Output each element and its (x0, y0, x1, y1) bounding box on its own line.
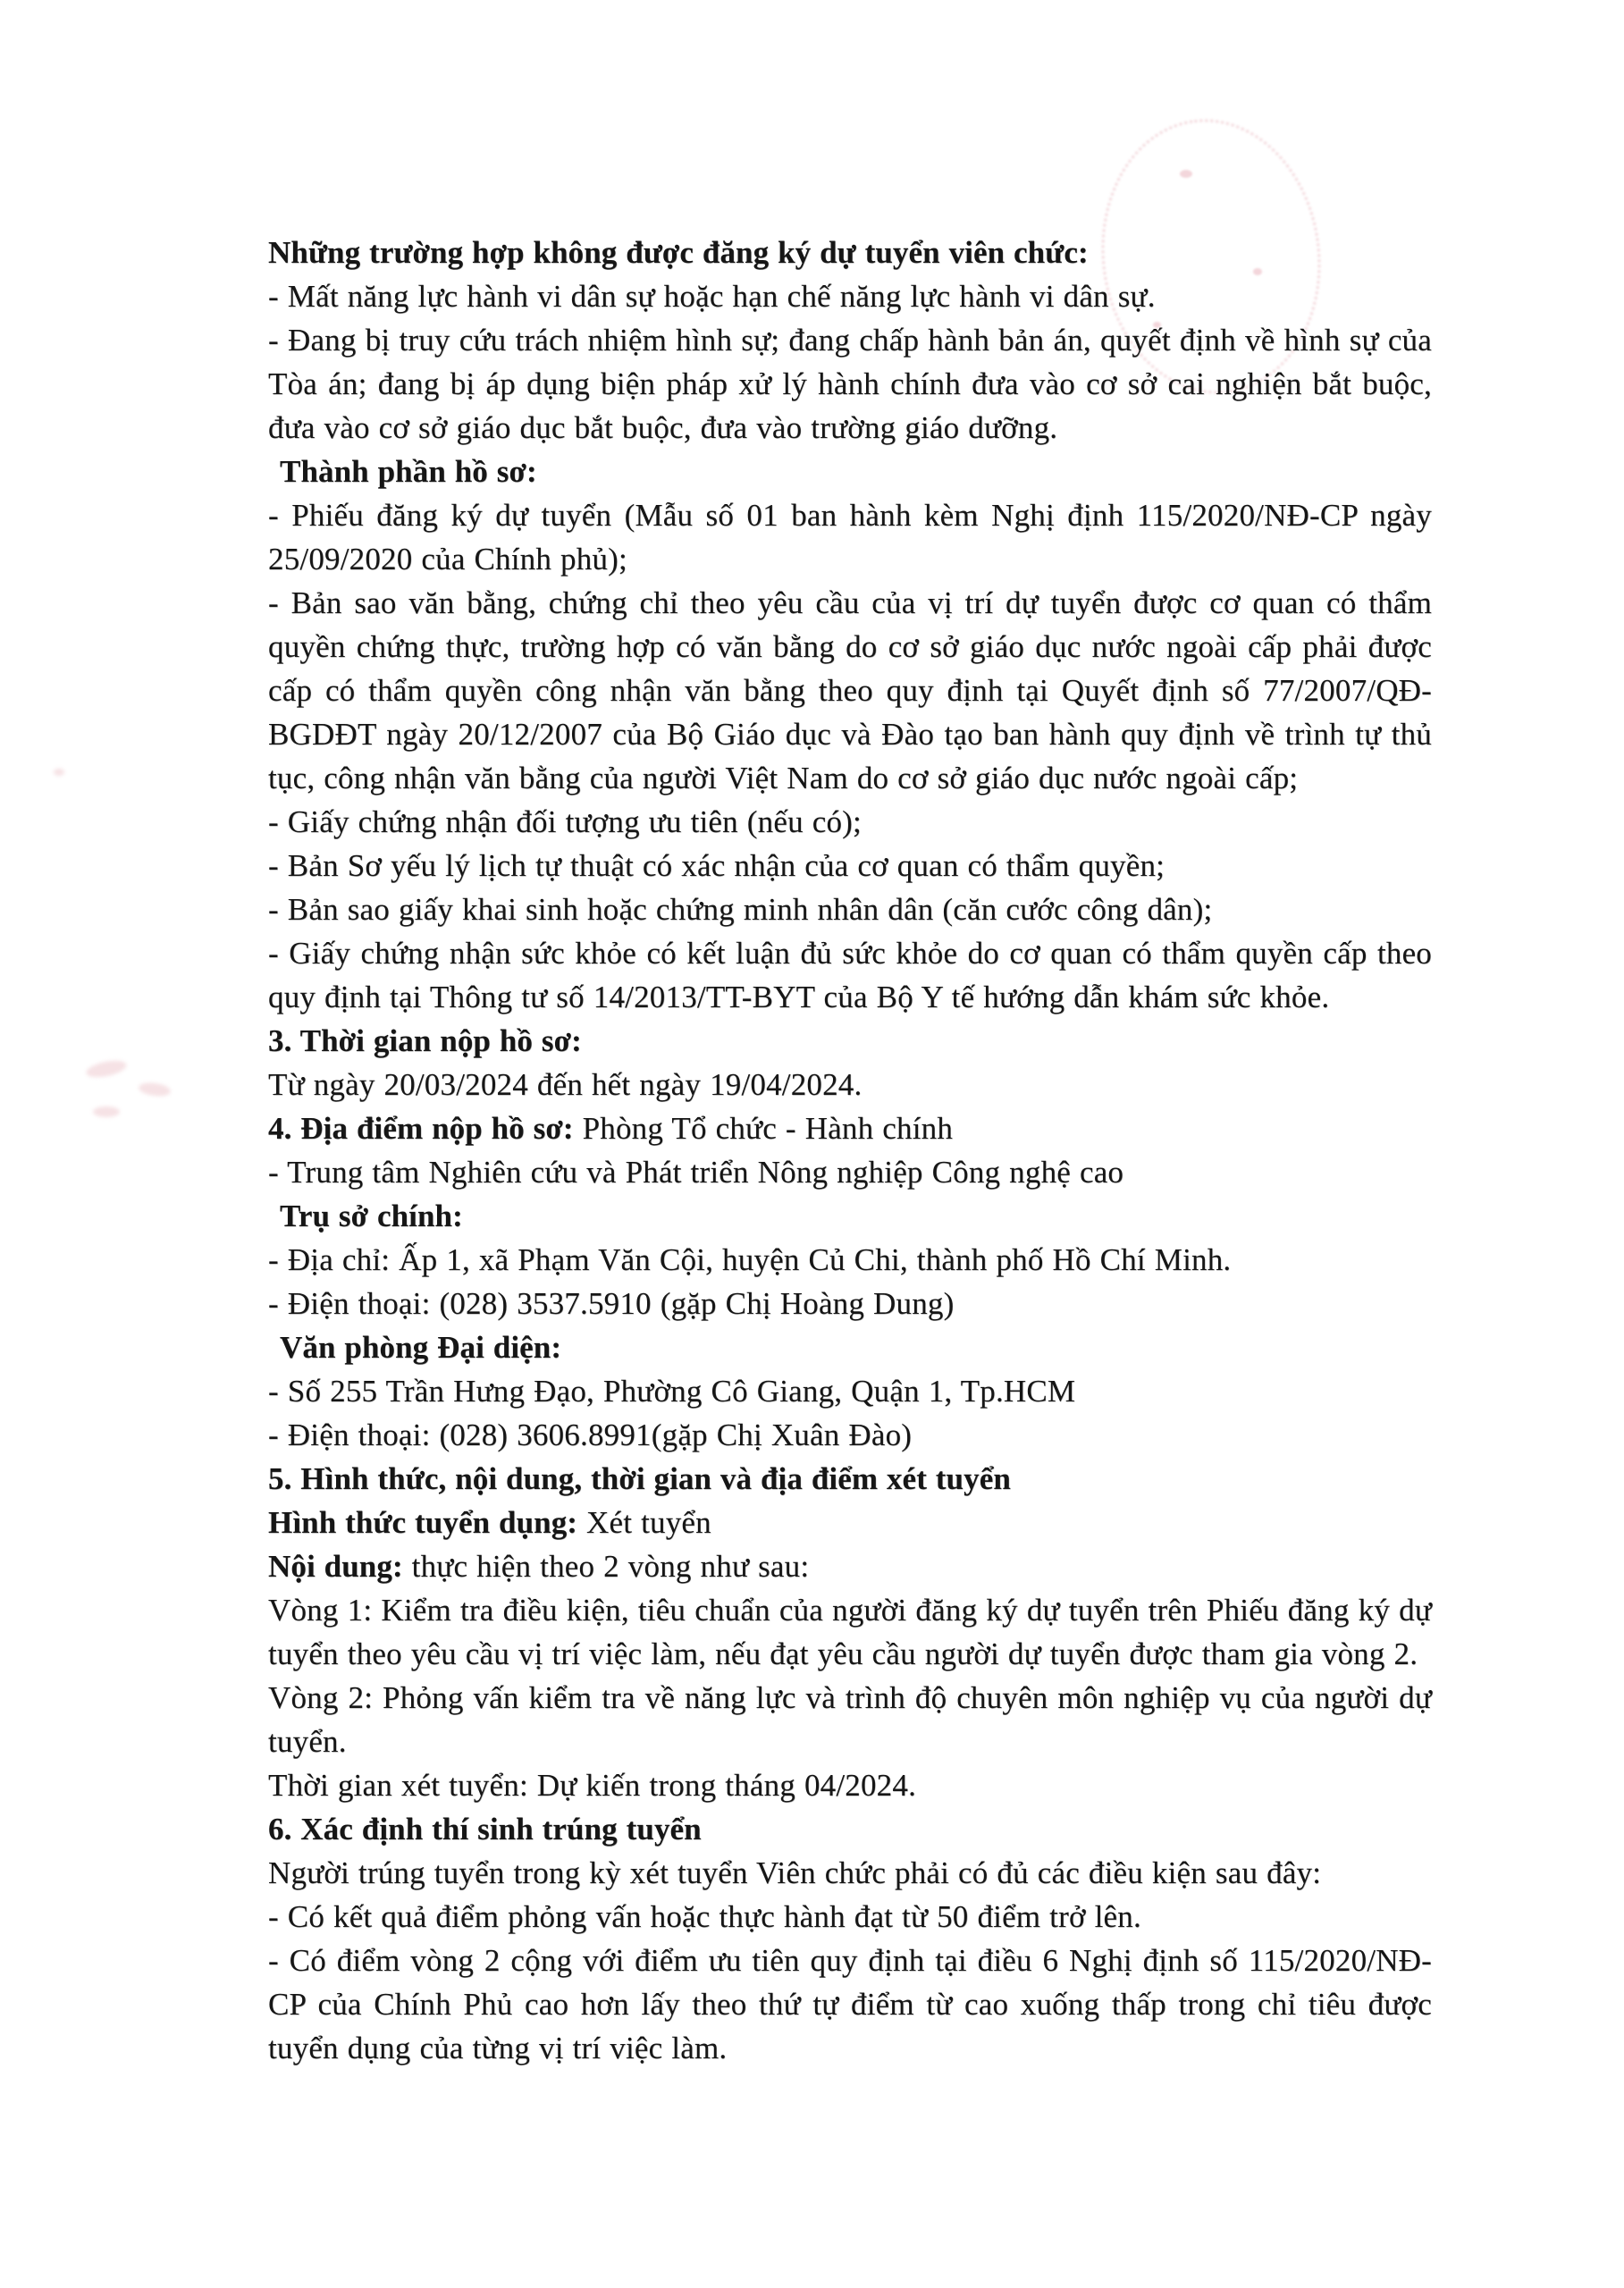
stamp-speckle (1180, 170, 1192, 178)
bold-text-run: Nội dung: (268, 1549, 403, 1584)
dossier-item-3 (268, 800, 1432, 844)
text-run: - Bản sao giấy khai sinh hoặc chứng minh nhân dân (căn cước công dân); (268, 892, 1213, 927)
recruit-content (268, 1544, 1432, 1588)
winner-conditions-intro (268, 1851, 1432, 1895)
bold-text-run: 3. Thời gian nộp hồ sơ: (268, 1023, 582, 1058)
ineligible-item-2 (268, 318, 1432, 450)
section-4-heading (268, 1106, 1432, 1150)
section-4-center (268, 1150, 1432, 1194)
exam-time (268, 1763, 1432, 1807)
dossier-item-6 (268, 931, 1432, 1019)
text-run: Xét tuyển (577, 1505, 711, 1540)
text-run: - Phiếu đăng ký dự tuyển (Mẫu số 01 ban hành kèm Nghị định 115/2020/NĐ-CP ngày 25/09/2020 của Chính phủ); (268, 498, 1432, 576)
text-run: - Số 255 Trần Hưng Đạo, Phường Cô Giang, Quận 1, Tp.HCM (268, 1374, 1076, 1409)
bold-text-run: Thành phần hồ sơ: (280, 454, 537, 489)
section-6-heading (268, 1807, 1432, 1851)
scan-speckle (93, 1106, 120, 1117)
document-body (268, 231, 1432, 2070)
bold-text-run: Trụ sở chính: (280, 1199, 463, 1233)
text-run: - Trung tâm Nghiên cứu và Phát triển Nông nghiệp Công nghệ cao (268, 1155, 1124, 1190)
rep-office-address (268, 1369, 1432, 1413)
scan-speckle (138, 1081, 172, 1098)
ineligible-heading (268, 231, 1432, 274)
text-run: - Bản sao văn bằng, chứng chỉ theo yêu cầu của vị trí dự tuyển được cơ quan có thẩm quyền chứng thực, trường hợp có văn bằng do cơ sở giáo dục nước ngoài cấp phải được cấp có thẩm quyền công nhận văn bằng theo quy định tại Quyết định số 77/2007/QĐ-BGDĐT ngày 20/12/2007 của Bộ Giáo dục và Đào tạo ban hành quy định về trình tự thủ tục, công nhận văn bằng của người Việt Nam do cơ sở giáo dục nước ngoài cấp; (268, 585, 1432, 795)
text-run: - Điện thoại: (028) 3537.5910 (gặp Chị Hoàng Dung) (268, 1286, 955, 1321)
text-run: - Có điểm vòng 2 cộng với điểm ưu tiên quy định tại điều 6 Nghị định số 115/2020/NĐ-CP của Chính Phủ cao hơn lấy theo thứ tự điểm từ cao xuống thấp trong chỉ tiêu được tuyển dụng của từng vị trí việc làm. (268, 1943, 1432, 2065)
winner-condition-1 (268, 1895, 1432, 1939)
text-run: - Giấy chứng nhận đối tượng ưu tiên (nếu có); (268, 804, 862, 839)
hq-address (268, 1238, 1432, 1282)
hq-heading (268, 1194, 1432, 1238)
hq-phone (268, 1282, 1432, 1325)
text-run: thực hiện theo 2 vòng như sau: (402, 1549, 810, 1584)
section-3-time (268, 1063, 1432, 1106)
text-run: Thời gian xét tuyển: Dự kiến trong tháng 04/2024. (268, 1768, 917, 1803)
rep-office-phone (268, 1413, 1432, 1457)
recruit-form (268, 1501, 1432, 1544)
bold-text-run: 5. Hình thức, nội dung, thời gian và địa điểm xét tuyển (268, 1461, 1011, 1496)
text-run: - Giấy chứng nhận sức khỏe có kết luận đủ sức khỏe do cơ quan có thẩm quyền cấp theo quy định tại Thông tư số 14/2013/TT-BYT của Bộ Y tế hướng dẫn khám sức khỏe. (268, 936, 1432, 1014)
bold-text-run: 4. Địa điểm nộp hồ sơ: (268, 1111, 574, 1146)
round-1 (268, 1588, 1432, 1676)
dossier-item-1 (268, 493, 1432, 581)
scan-speckle (54, 769, 64, 776)
text-run: - Có kết quả điểm phỏng vấn hoặc thực hành đạt từ 50 điểm trở lên. (268, 1899, 1141, 1934)
text-run: Vòng 1: Kiểm tra điều kiện, tiêu chuẩn của người đăng ký dự tuyển trên Phiếu đăng ký dự tuyển theo yêu cầu vị trí việc làm, nếu đạt yêu cầu người dự tuyển được tham gia vòng 2. (268, 1593, 1432, 1671)
rep-office-heading (268, 1325, 1432, 1369)
dossier-item-4 (268, 844, 1432, 887)
ineligible-item-1 (268, 274, 1432, 318)
bold-text-run: Những trường hợp không được đăng ký dự tuyển viên chức: (268, 235, 1089, 270)
section-3-heading (268, 1019, 1432, 1063)
text-run: Người trúng tuyển trong kỳ xét tuyển Viên chức phải có đủ các điều kiện sau đây: (268, 1855, 1322, 1890)
text-run: - Điện thoại: (028) 3606.8991(gặp Chị Xuân Đào) (268, 1417, 913, 1452)
text-run: - Đang bị truy cứu trách nhiệm hình sự; đang chấp hành bản án, quyết định về hình sự của Tòa án; đang bị áp dụng biện pháp xử lý hành chính đưa vào cơ sở cai nghiện bắt buộc, đưa vào cơ sở giáo dục bắt buộc, đưa vào trường giáo dưỡng. (268, 323, 1432, 445)
text-run: - Địa chỉ: Ấp 1, xã Phạm Văn Cội, huyện Củ Chi, thành phố Hồ Chí Minh. (268, 1242, 1232, 1277)
bold-text-run: Văn phòng Đại diện: (280, 1330, 562, 1365)
text-run: Phòng Tổ chức - Hành chính (573, 1111, 954, 1146)
text-run: - Bản Sơ yếu lý lịch tự thuật có xác nhận của cơ quan có thẩm quyền; (268, 848, 1165, 883)
text-run: - Mất năng lực hành vi dân sự hoặc hạn chế năng lực hành vi dân sự. (268, 279, 1156, 314)
bold-text-run: 6. Xác định thí sinh trúng tuyển (268, 1812, 702, 1846)
dossier-heading (268, 450, 1432, 493)
scan-speckle (85, 1057, 128, 1080)
round-2 (268, 1676, 1432, 1763)
dossier-item-5 (268, 887, 1432, 931)
section-5-heading (268, 1457, 1432, 1501)
text-run: Vòng 2: Phỏng vấn kiểm tra về năng lực và trình độ chuyên môn nghiệp vụ của người dự tuyển. (268, 1680, 1432, 1759)
text-run: Từ ngày 20/03/2024 đến hết ngày 19/04/2024. (268, 1067, 862, 1102)
bold-text-run: Hình thức tuyển dụng: (268, 1505, 578, 1540)
dossier-item-2 (268, 581, 1432, 800)
winner-condition-2 (268, 1939, 1432, 2070)
